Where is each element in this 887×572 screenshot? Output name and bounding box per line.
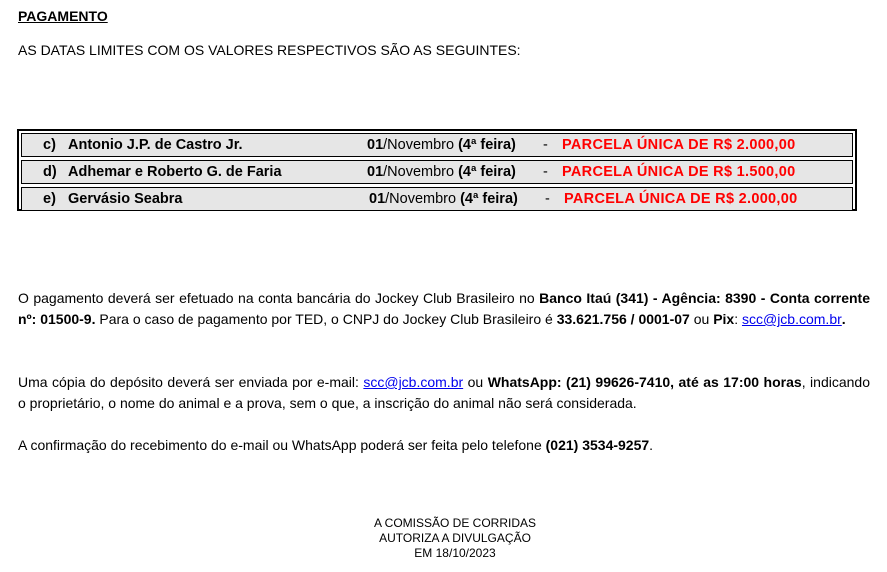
confirmation-note: A confirmação do recebimento do e-mail ou WhatsApp poderá ser feita pelo telefone (021) 3534-9257. [18, 437, 654, 453]
section-heading: PAGAMENTO [18, 8, 108, 24]
footer-line: AUTORIZA A DIVULGAÇÃO [379, 531, 531, 545]
owner-name: Antonio J.P. de Castro Jr. [68, 137, 243, 153]
deadline-date: 01/Novembro (4ª feira) [369, 191, 518, 207]
owner-name: Adhemar e Roberto G. de Faria [68, 164, 282, 180]
separator-dash: - [545, 191, 550, 207]
row-letter: c) [43, 137, 56, 153]
row-letter: d) [43, 164, 57, 180]
copy-email-link[interactable]: scc@jcb.com.br [363, 374, 464, 390]
authorization-footer [300, 516, 610, 561]
payment-amount: PARCELA ÚNICA DE R$ 2.000,00 [564, 191, 798, 207]
deposit-copy-instructions: Uma cópia do depósito deverá ser enviada por e-mail: scc@jcb.com.br ou WhatsApp: (21) 99626-7410, até as 17:00 horas, indicando o proprietário, o nome do animal e a prova, sem o que, a inscrição do animal não será considerada. [18, 374, 870, 411]
payment-amount: PARCELA ÚNICA DE R$ 2.000,00 [562, 137, 796, 153]
pix-email-link[interactable]: scc@jcb.com.br [741, 311, 842, 327]
payment-instructions: O pagamento deverá ser efetuado na conta bancária do Jockey Club Brasileiro no Banco Itaú (341) - Agência: 8390 - Conta corrente nº: 01500-9. Para o caso de pagamento por TED, o CNPJ do Jockey Club Brasileiro é 33.621.756 / 0001-07 ou Pix: scc@jcb.com.br. [18, 290, 871, 327]
footer-date: EM 18/10/2023 [414, 546, 496, 560]
intro-text: AS DATAS LIMITES COM OS VALORES RESPECTIVOS SÃO AS SEGUINTES: [18, 42, 521, 58]
table-row [21, 160, 853, 184]
deadline-date: 01/Novembro (4ª feira) [367, 164, 516, 180]
separator-dash: - [543, 164, 548, 180]
owner-name: Gervásio Seabra [68, 191, 183, 207]
footer-line: A COMISSÃO DE CORRIDAS [373, 516, 537, 530]
row-letter: e) [43, 191, 56, 207]
deadline-date: 01/Novembro (4ª feira) [367, 137, 516, 153]
table-row [21, 133, 853, 157]
payment-amount: PARCELA ÚNICA DE R$ 1.500,00 [562, 164, 796, 180]
deadline-table [17, 129, 857, 211]
separator-dash: - [543, 137, 548, 153]
table-row [21, 187, 853, 211]
